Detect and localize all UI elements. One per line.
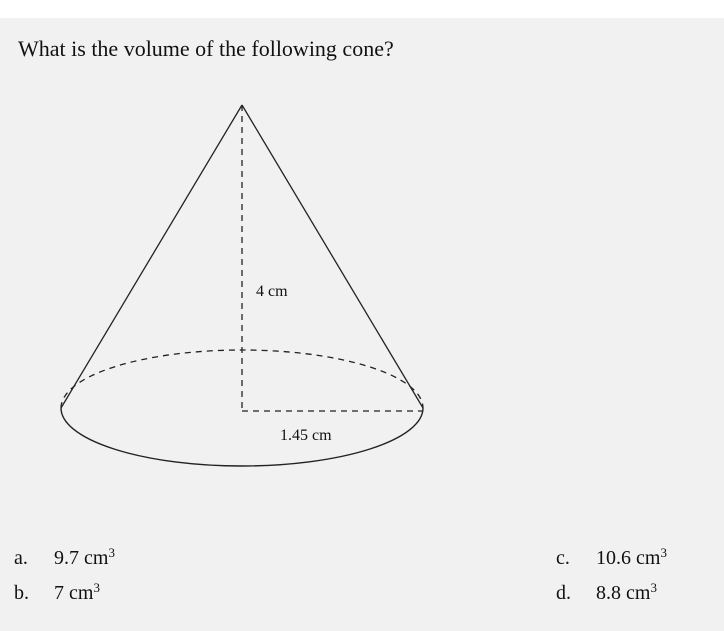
answer-choice-d[interactable] xyxy=(556,581,657,605)
height-label: 4 cm xyxy=(256,283,288,300)
question-text: What is the volume of the following cone? xyxy=(18,36,394,61)
answer-letter: b. xyxy=(14,582,29,604)
answer-value: 9.7 cm xyxy=(54,547,109,569)
answer-value: 10.6 cm xyxy=(596,547,661,569)
radius-label: 1.45 cm xyxy=(280,427,332,444)
answer-exponent: 3 xyxy=(93,580,100,595)
answer-exponent: 3 xyxy=(650,580,657,595)
answer-value: 7 cm xyxy=(54,582,94,604)
answer-letter: d. xyxy=(556,582,571,604)
answer-value: 8.8 cm xyxy=(596,582,651,604)
answer-choice-b[interactable] xyxy=(14,581,100,605)
answer-exponent: 3 xyxy=(108,545,115,560)
answer-letter: c. xyxy=(556,547,570,569)
cone-right-side xyxy=(242,105,423,408)
answer-choice-c[interactable] xyxy=(556,546,667,570)
cone-base-front xyxy=(61,408,423,466)
answer-choice-a[interactable] xyxy=(14,546,115,570)
answer-letter: a. xyxy=(14,547,28,569)
cone-left-side xyxy=(61,105,242,408)
answer-exponent: 3 xyxy=(660,545,667,560)
